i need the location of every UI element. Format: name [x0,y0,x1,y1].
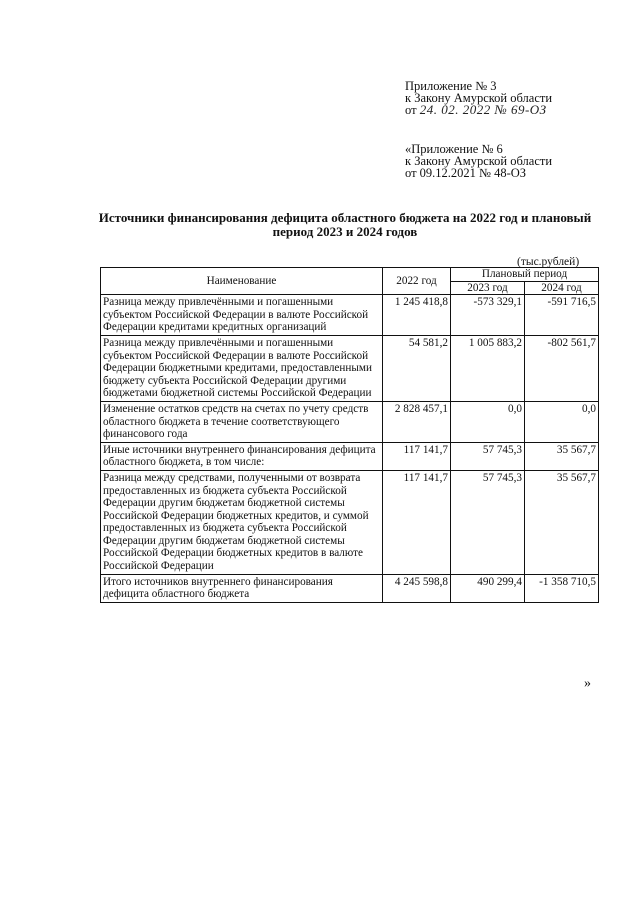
column-header-2022: 2022 год [383,268,451,295]
value-2023: -573 329,1 [451,295,525,336]
financing-sources-table [100,267,599,603]
value-2022: 1 245 418,8 [383,295,451,336]
annex-6-title: «Приложение № 6 [405,142,503,156]
value-2022: 4 245 598,8 [383,574,451,602]
column-header-plan-period: Плановый период [451,268,599,282]
row-name: Разница между привлечёнными и погашенными субъектом Российской Федерации в валюте Российской Федерации бюджетными кредитами, предоставленными бюджету субъекта Российской Федерации другими бюджетами бюджетной системы Российской Федерации [101,335,383,401]
table-row [101,295,599,336]
value-2022: 54 581,2 [383,335,451,401]
value-2023: 57 745,3 [451,442,525,470]
handwritten-date-number: 24. 02. 2022 № 69-ОЗ [419,102,547,117]
column-header-name: Наименование [101,268,383,295]
column-header-2024: 2024 год [525,281,599,295]
value-2024: -591 716,5 [525,295,599,336]
value-2023: 0,0 [451,401,525,442]
annex-6-date-line: от 09.12.2021 № 48-ОЗ [405,166,527,180]
value-2024: 0,0 [525,401,599,442]
value-2022: 2 828 457,1 [383,401,451,442]
row-name: Иные источники внутреннего финансирования дефицита областного бюджета, в том числе: [101,442,383,470]
value-2023: 490 299,4 [451,574,525,602]
value-2022: 117 141,7 [383,442,451,470]
annex-3-date-prefix: от [405,103,417,117]
units-label: (тыс.рублей) [517,256,580,268]
annex-6-law-ref: к Закону Амурской области [405,154,553,168]
table-row [101,442,599,470]
row-name: Разница между средствами, полученными от возврата предоставленных из бюджета субъекта Российской Федерации другим бюджетам бюджетной системы Российской Федерации бюджетных кредитов, и суммой предоставленных из бюджета субъекта Российской Федерации другим бюджетам бюджетной системы Российской Федерации бюджетных кредитов в валюте Российской Федерации [101,470,383,574]
table-row [101,401,599,442]
value-2024: -802 561,7 [525,335,599,401]
table-row-total [101,574,599,602]
value-2023: 57 745,3 [451,470,525,574]
row-name: Разница между привлечёнными и погашенными субъектом Российской Федерации в валюте Российской Федерации кредитами кредитных организаций [101,295,383,336]
table-row [101,470,599,574]
table-header-row [101,268,599,282]
annex-3-law-ref: к Закону Амурской области [405,91,553,105]
row-name: Итого источников внутреннего финансирования дефицита областного бюджета [101,574,383,602]
value-2024: 35 567,7 [525,442,599,470]
value-2024: 35 567,7 [525,470,599,574]
closing-quote: » [584,676,591,691]
row-name: Изменение остатков средств на счетах по учету средств областного бюджета в течение соответствующего финансового года [101,401,383,442]
value-2023: 1 005 883,2 [451,335,525,401]
column-header-2023: 2023 год [451,281,525,295]
table-row [101,335,599,401]
annex-3-title: Приложение № 3 [405,79,497,93]
document-title: Источники финансирования дефицита областного бюджета на 2022 год и плановый период 2023 и 2024 годов [98,210,592,239]
annex-3-date-line [405,104,552,116]
annex-3-header [405,80,552,116]
annex-6-header [405,143,552,179]
value-2022: 117 141,7 [383,470,451,574]
value-2024: -1 358 710,5 [525,574,599,602]
